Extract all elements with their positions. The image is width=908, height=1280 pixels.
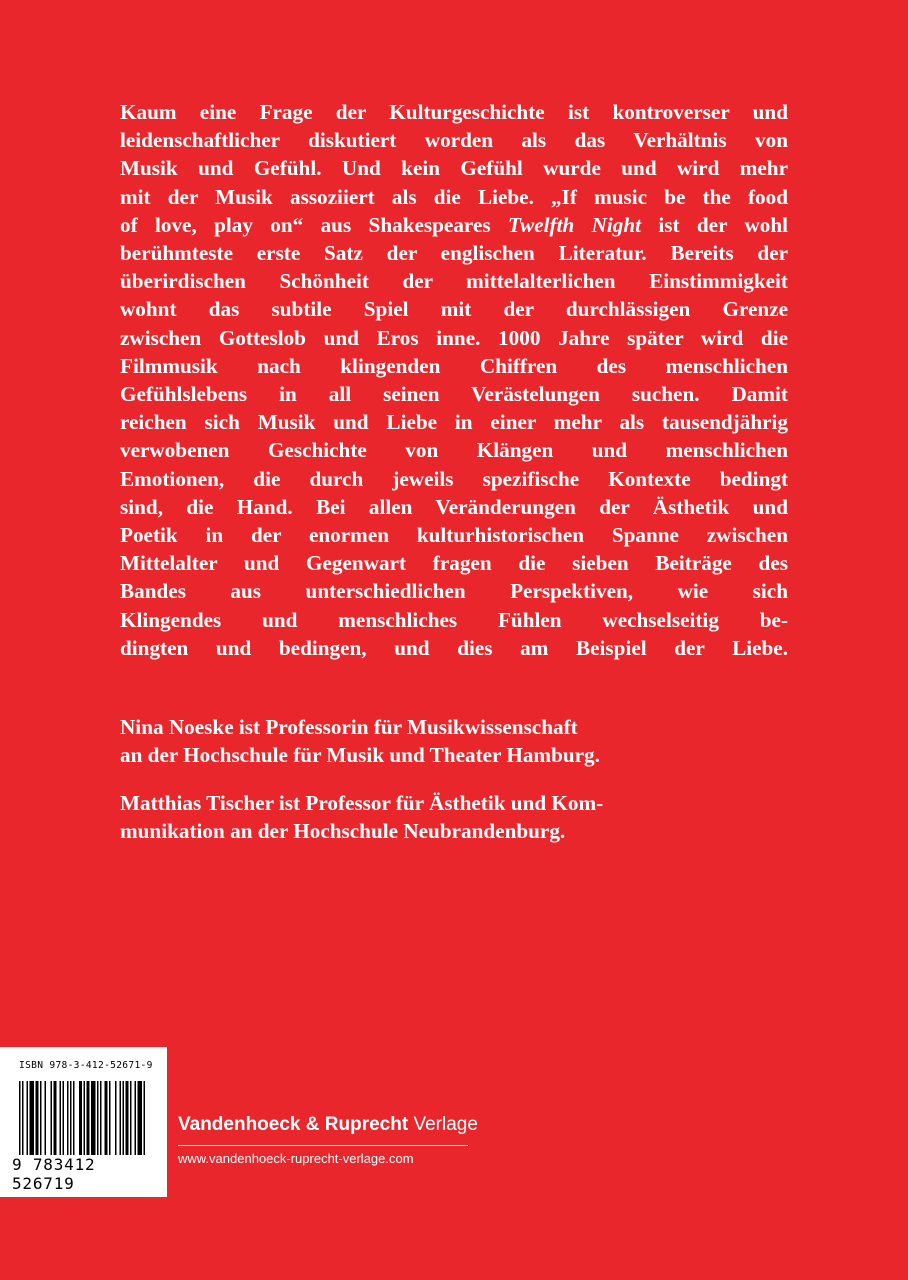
- blurb-italic-title: Twelfth Night: [507, 212, 642, 237]
- blurb-line: Emotionen, die durch jeweils spezifische Kontexte bedingt: [120, 466, 788, 491]
- barcode-bar: [144, 1081, 146, 1155]
- barcode-bar: [115, 1081, 117, 1155]
- barcode-bar: [63, 1081, 65, 1155]
- barcode-bar: [51, 1081, 53, 1155]
- barcode-bar: [36, 1081, 39, 1155]
- blurb-line-mixed: [120, 211, 788, 239]
- barcode-bar: [120, 1081, 122, 1155]
- isbn-barcode-box: [0, 1047, 167, 1197]
- blurb-line: wohnt das subtile Spiel mit der durchlässigen Grenze: [120, 297, 788, 322]
- barcode-bar: [105, 1081, 108, 1155]
- barcode-bar: [109, 1081, 111, 1155]
- blurb-line: reichen sich Musik und Liebe in einer mehr als tausendjährig: [120, 410, 788, 435]
- barcode-bar: [84, 1081, 86, 1155]
- barcode-bar: [30, 1081, 35, 1155]
- blurb-text: ist der wohl: [658, 212, 789, 237]
- barcode-bar: [70, 1081, 72, 1155]
- bio-line: Nina Noeske ist Professorin für Musikwissenschaft: [120, 715, 578, 739]
- barcode-bar: [130, 1081, 132, 1155]
- barcode-digits: 9 783412 526719: [12, 1155, 96, 1193]
- bio-line: Matthias Tischer ist Professor für Ästhetik und Kom-: [120, 791, 604, 815]
- blurb-line: Filmmusik nach klingenden Chiffren des menschlichen: [120, 353, 788, 378]
- blurb-line: überirdischen Schönheit der mittelalterlichen Einstimmigkeit: [120, 269, 788, 294]
- bio-line: munikation an der Hochschule Neubrandenburg.: [120, 819, 566, 844]
- barcode-bar: [67, 1081, 69, 1155]
- barcode-bar: [19, 1081, 21, 1155]
- barcode-bar: [100, 1081, 102, 1155]
- barcode-bar: [22, 1081, 24, 1155]
- back-cover-blurb: [120, 98, 788, 662]
- isbn-label: ISBN 978-3-412-52671-9: [19, 1060, 153, 1071]
- barcode-bar: [123, 1081, 125, 1155]
- blurb-line: Musik und Gefühl. Und kein Gefühl wurde und wird mehr: [120, 156, 788, 181]
- blurb-text: of love, play on“ aus Shakespeares: [120, 212, 491, 237]
- publisher-url: www.vandenhoeck-ruprecht-verlage.com: [178, 1151, 414, 1166]
- bio-line: an der Hochschule für Musik und Theater Hamburg.: [120, 743, 600, 768]
- barcode-bar: [27, 1081, 29, 1155]
- author-bio-noeske: [120, 713, 680, 769]
- blurb-line: Poetik in der enormen kulturhistorischen Spanne zwischen: [120, 523, 788, 548]
- barcode-bar: [126, 1081, 129, 1155]
- author-bio-tischer: [120, 789, 680, 845]
- barcode-icon: [19, 1081, 151, 1155]
- barcode-bar: [138, 1081, 143, 1155]
- barcode-bar: [79, 1081, 82, 1155]
- barcode-bar: [60, 1081, 62, 1155]
- blurb-line: berühmteste erste Satz der englischen Literatur. Bereits der: [120, 241, 788, 266]
- barcode-bar: [87, 1081, 90, 1155]
- publisher-name-bold: Vandenhoeck & Ruprecht: [178, 1114, 409, 1135]
- blurb-line: verwobenen Geschichte von Klängen und menschlichen: [120, 438, 788, 463]
- publisher-name: [178, 1114, 478, 1136]
- blurb-line: Kaum eine Frage der Kulturgeschichte ist kontroverser und: [120, 100, 788, 124]
- barcode-bar: [91, 1081, 96, 1155]
- publisher-name-light: Verlage: [413, 1114, 478, 1135]
- blurb-line: Gefühlslebens in all seinen Verästelungen suchen. Damit: [120, 382, 788, 407]
- barcode-bar: [73, 1081, 75, 1155]
- blurb-line: leidenschaftlicher diskutiert worden als das Verhältnis von: [120, 128, 788, 153]
- blurb-line: Mittelalter und Gegenwart fragen die sieben Beiträge des: [120, 551, 788, 576]
- barcode-bar: [135, 1081, 137, 1155]
- blurb-line: mit der Musik assoziiert als die Liebe. „If music be the food: [120, 184, 788, 209]
- barcode-bar: [54, 1081, 57, 1155]
- barcode-bar: [97, 1081, 99, 1155]
- blurb-line: zwischen Gotteslob und Eros inne. 1000 Jahre später wird die: [120, 325, 788, 350]
- blurb-line: Klingendes und menschliches Fühlen wechselseitig be-: [120, 607, 788, 632]
- barcode-bar: [45, 1081, 47, 1155]
- blurb-line: Bandes aus unterschiedlichen Perspektiven, wie sich: [120, 579, 788, 604]
- barcode-bar: [40, 1081, 42, 1155]
- blurb-line: dingten und bedingen, und dies am Beispiel der Liebe.: [120, 635, 788, 660]
- publisher-divider: [178, 1145, 468, 1146]
- blurb-line: sind, die Hand. Bei allen Veränderungen der Ästhetik und: [120, 494, 788, 519]
